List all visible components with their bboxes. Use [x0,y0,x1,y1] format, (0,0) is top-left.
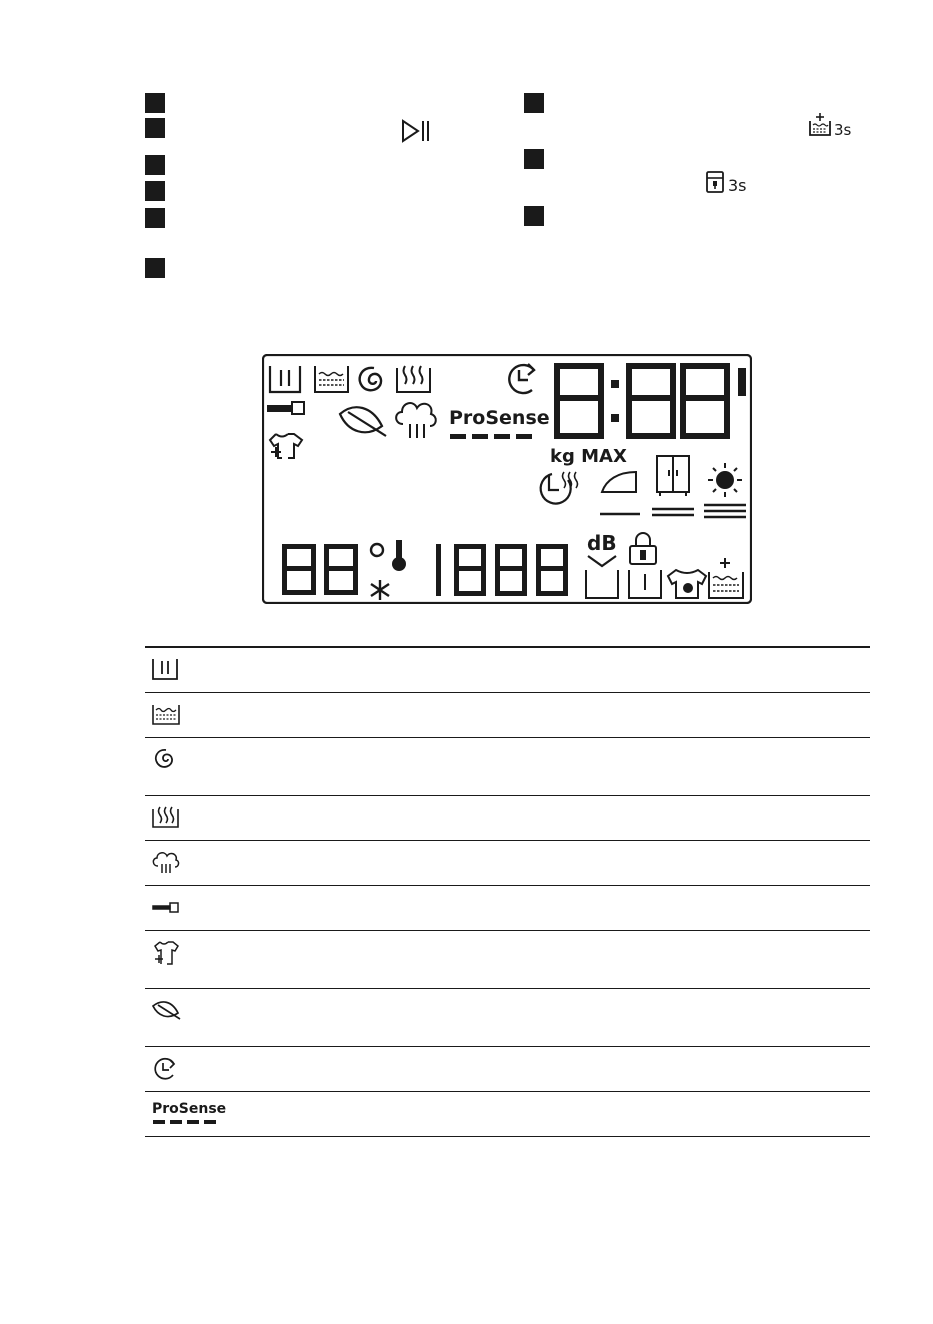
steam-icon [150,805,182,831]
prosense-bars [450,434,532,439]
add-garment-icon [270,434,302,458]
decibel-chevron-icon [588,556,616,566]
spin-icon [150,747,182,773]
callout-marker [524,149,544,169]
legend-row [145,989,870,1047]
sun-icon [704,463,746,517]
callout-marker [145,208,165,228]
padlock-icon [630,533,656,564]
time-digits [554,363,746,439]
wash-icon [315,366,348,392]
legend-row [145,648,870,693]
legend-row [145,738,870,796]
eco-leaf-icon [340,407,386,436]
steam-icon [397,366,430,392]
cold-icon [371,580,389,600]
callout-marker [145,155,165,175]
callout-marker [524,206,544,226]
play-pause-icon [401,119,431,143]
rinse-hold-duration: 3s [834,121,852,139]
extra-rinse-icon [808,113,832,137]
decibel-label: dB [587,531,617,555]
anti-allergy-icon [150,850,182,876]
prosense-legend-label: ProSense [152,1101,226,1117]
callout-marker [145,93,165,113]
steam-timer-icon [541,472,578,504]
door-lock-icon [268,402,304,414]
weight-label: kg MAX [550,446,627,467]
temperature-digits [282,544,358,595]
callout-marker [524,93,544,113]
stain-garment-icon [668,570,706,598]
legend-row [145,693,870,738]
symbol-legend-table [145,646,870,1137]
legend-row [145,931,870,989]
spin-icon [360,368,381,390]
child-lock-icon [705,170,725,194]
prewash-icon [270,366,300,392]
no-spin-icon [586,570,618,598]
door-lock-icon [150,895,182,921]
callout-marker [145,258,165,278]
prewash-icon [150,657,182,683]
legend-row [145,886,870,931]
rinse-hold-icon [629,570,661,598]
child-lock-duration: 3s [728,176,747,195]
legend-row [145,841,870,886]
spin-speed-digits [436,544,568,596]
callout-marker [145,181,165,201]
thermometer-icon [392,540,406,571]
wash-icon [150,702,182,728]
cabinet-icon [652,456,694,515]
legend-row [145,1047,870,1092]
add-garment-icon [150,940,182,968]
degree-icon [371,544,383,556]
eco-leaf-icon [150,998,182,1024]
prosense-icon [150,1099,226,1129]
anti-allergy-icon [396,403,436,438]
delay-end-icon [150,1056,182,1082]
legend-row [145,796,870,841]
callout-marker [145,118,165,138]
delay-end-icon [509,364,534,393]
legend-row [145,1092,870,1137]
iron-icon [600,472,640,514]
lcd-display [262,354,752,604]
prosense-label: ProSense [449,407,550,429]
extra-rinse-display-icon [709,558,743,598]
